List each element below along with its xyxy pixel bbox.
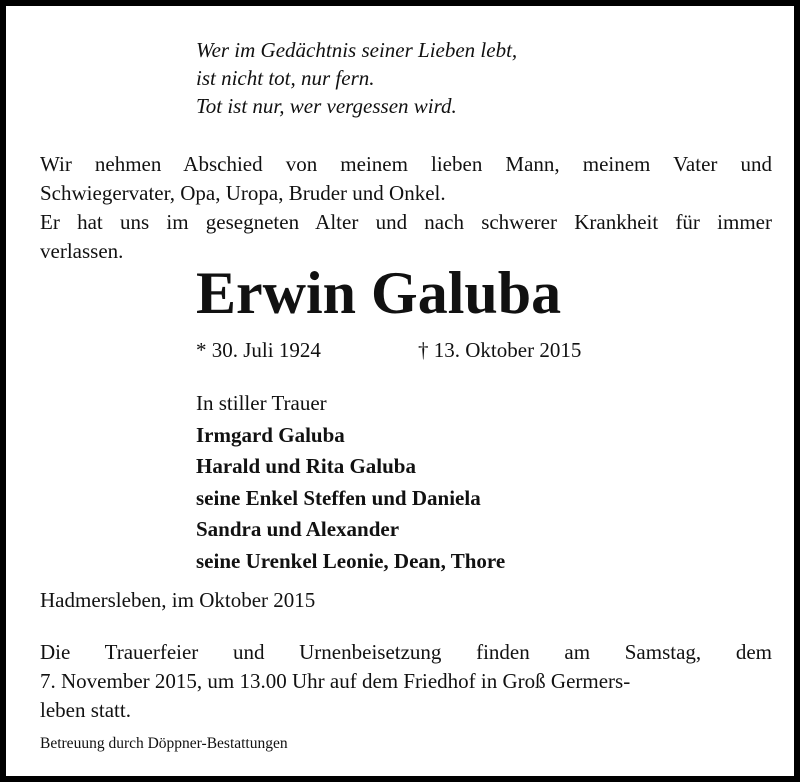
mourner-name: seine Enkel Steffen und Daniela bbox=[196, 485, 481, 510]
deceased-name: Erwin Galuba bbox=[196, 260, 562, 326]
place-and-date: Hadmersleben, im Oktober 2015 bbox=[40, 588, 316, 612]
funeral-info bbox=[40, 638, 772, 725]
farewell-line: Wir nehmen Abschied von meinem lieben Mann, meinem Vater und bbox=[40, 152, 772, 176]
quote-line: Tot ist nur, wer vergessen wird. bbox=[196, 94, 457, 118]
mourner-name: Irmgard Galuba bbox=[196, 422, 345, 447]
quote-line: ist nicht tot, nur fern. bbox=[196, 66, 375, 90]
mourner-name: Sandra und Alexander bbox=[196, 517, 400, 541]
quote-line: Wer im Gedächtnis seiner Lieben lebt, bbox=[196, 38, 518, 62]
funeral-home-note: Betreuung durch Döppner-Bestattungen bbox=[40, 735, 288, 752]
death-date: † 13. Oktober 2015 bbox=[418, 338, 582, 362]
birth-date: * 30. Juli 1924 bbox=[196, 338, 321, 362]
farewell-line: Er hat uns im gesegneten Alter und nach schwerer Krankheit für immer bbox=[40, 210, 772, 234]
funeral-line: leben statt. bbox=[40, 698, 131, 722]
farewell-line: Schwiegervater, Opa, Uropa, Bruder und Onkel. bbox=[40, 181, 446, 205]
mourner-name: Harald und Rita Galuba bbox=[196, 454, 416, 478]
farewell-line: verlassen. bbox=[40, 239, 124, 263]
funeral-line: Die Trauerfeier und Urnenbeisetzung finden am Samstag, dem bbox=[40, 640, 772, 664]
memorial-quote bbox=[196, 36, 517, 120]
mourning-heading: In stiller Trauer bbox=[196, 391, 327, 415]
mourner-name: seine Urenkel Leonie, Dean, Thore bbox=[196, 548, 506, 573]
mourners-list bbox=[196, 388, 505, 577]
farewell-text bbox=[40, 150, 772, 266]
funeral-line: 7. November 2015, um 13.00 Uhr auf dem Friedhof in Groß Germers- bbox=[40, 669, 631, 693]
